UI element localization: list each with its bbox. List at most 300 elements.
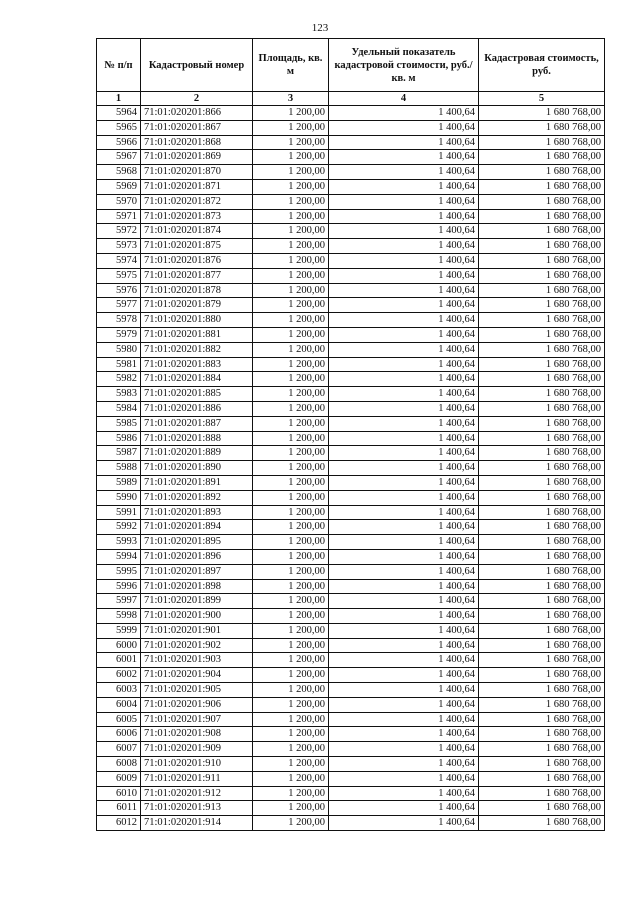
cadastral-number: 71:01:020201:898 [141, 579, 253, 594]
cadastral-number: 71:01:020201:882 [141, 342, 253, 357]
cadastral-value: 1 680 768,00 [479, 401, 605, 416]
specific-value: 1 400,64 [329, 446, 479, 461]
area: 1 200,00 [253, 387, 329, 402]
specific-value: 1 400,64 [329, 727, 479, 742]
cadastral-value: 1 680 768,00 [479, 520, 605, 535]
column-number: 5 [479, 92, 605, 106]
area: 1 200,00 [253, 579, 329, 594]
cadastral-number: 71:01:020201:913 [141, 801, 253, 816]
specific-value: 1 400,64 [329, 712, 479, 727]
cadastral-value: 1 680 768,00 [479, 372, 605, 387]
area: 1 200,00 [253, 771, 329, 786]
area: 1 200,00 [253, 179, 329, 194]
row-index: 5989 [97, 475, 141, 490]
cadastral-value: 1 680 768,00 [479, 120, 605, 135]
cadastral-number: 71:01:020201:879 [141, 298, 253, 313]
table-row [97, 520, 605, 535]
row-index: 5990 [97, 490, 141, 505]
specific-value: 1 400,64 [329, 771, 479, 786]
area: 1 200,00 [253, 298, 329, 313]
specific-value: 1 400,64 [329, 816, 479, 831]
specific-value: 1 400,64 [329, 357, 479, 372]
cadastral-number: 71:01:020201:914 [141, 816, 253, 831]
cadastral-value: 1 680 768,00 [479, 623, 605, 638]
row-index: 5972 [97, 224, 141, 239]
specific-value: 1 400,64 [329, 520, 479, 535]
cadastral-value: 1 680 768,00 [479, 816, 605, 831]
table-row [97, 357, 605, 372]
cadastral-number: 71:01:020201:866 [141, 106, 253, 121]
column-number: 2 [141, 92, 253, 106]
table-row [97, 801, 605, 816]
table-row [97, 253, 605, 268]
specific-value: 1 400,64 [329, 283, 479, 298]
row-index: 5997 [97, 594, 141, 609]
area: 1 200,00 [253, 490, 329, 505]
cadastral-value: 1 680 768,00 [479, 387, 605, 402]
specific-value: 1 400,64 [329, 490, 479, 505]
table-row [97, 135, 605, 150]
area: 1 200,00 [253, 357, 329, 372]
specific-value: 1 400,64 [329, 209, 479, 224]
specific-value: 1 400,64 [329, 416, 479, 431]
specific-value: 1 400,64 [329, 461, 479, 476]
cadastral-value: 1 680 768,00 [479, 179, 605, 194]
area: 1 200,00 [253, 638, 329, 653]
table-row [97, 401, 605, 416]
table-row [97, 268, 605, 283]
area: 1 200,00 [253, 313, 329, 328]
table-row [97, 431, 605, 446]
cadastral-number: 71:01:020201:900 [141, 609, 253, 624]
area: 1 200,00 [253, 120, 329, 135]
table-body [97, 106, 605, 831]
row-index: 5977 [97, 298, 141, 313]
cadastral-number: 71:01:020201:899 [141, 594, 253, 609]
specific-value: 1 400,64 [329, 609, 479, 624]
table-row [97, 446, 605, 461]
area: 1 200,00 [253, 342, 329, 357]
specific-value: 1 400,64 [329, 535, 479, 550]
cadastral-value: 1 680 768,00 [479, 609, 605, 624]
table-row [97, 771, 605, 786]
table-row [97, 712, 605, 727]
page-number: 123 [311, 22, 329, 34]
row-index: 5982 [97, 372, 141, 387]
row-index: 5991 [97, 505, 141, 520]
cadastral-number: 71:01:020201:874 [141, 224, 253, 239]
row-index: 5974 [97, 253, 141, 268]
specific-value: 1 400,64 [329, 579, 479, 594]
area: 1 200,00 [253, 564, 329, 579]
cadastral-value: 1 680 768,00 [479, 224, 605, 239]
specific-value: 1 400,64 [329, 742, 479, 757]
cadastral-number: 71:01:020201:883 [141, 357, 253, 372]
table-row [97, 194, 605, 209]
table-row [97, 179, 605, 194]
table-row [97, 757, 605, 772]
row-index: 6007 [97, 742, 141, 757]
cadastral-value: 1 680 768,00 [479, 757, 605, 772]
cadastral-value: 1 680 768,00 [479, 594, 605, 609]
specific-value: 1 400,64 [329, 106, 479, 121]
cadastral-number: 71:01:020201:889 [141, 446, 253, 461]
cadastral-value: 1 680 768,00 [479, 342, 605, 357]
table-row [97, 816, 605, 831]
cadastral-table [96, 38, 605, 831]
row-index: 5992 [97, 520, 141, 535]
row-index: 5985 [97, 416, 141, 431]
row-index: 6008 [97, 757, 141, 772]
row-index: 5975 [97, 268, 141, 283]
header-specific-value: Удельный показатель кадастровой стоимости, руб./кв. м [329, 39, 479, 92]
specific-value: 1 400,64 [329, 475, 479, 490]
table-row [97, 342, 605, 357]
row-index: 5976 [97, 283, 141, 298]
cadastral-number: 71:01:020201:877 [141, 268, 253, 283]
cadastral-number: 71:01:020201:880 [141, 313, 253, 328]
row-index: 6009 [97, 771, 141, 786]
area: 1 200,00 [253, 742, 329, 757]
cadastral-value: 1 680 768,00 [479, 771, 605, 786]
row-index: 5988 [97, 461, 141, 476]
specific-value: 1 400,64 [329, 505, 479, 520]
table-row [97, 609, 605, 624]
cadastral-number: 71:01:020201:867 [141, 120, 253, 135]
cadastral-value: 1 680 768,00 [479, 239, 605, 254]
row-index: 5970 [97, 194, 141, 209]
table-row [97, 564, 605, 579]
table-row [97, 461, 605, 476]
area: 1 200,00 [253, 416, 329, 431]
area: 1 200,00 [253, 549, 329, 564]
cadastral-value: 1 680 768,00 [479, 490, 605, 505]
row-index: 5993 [97, 535, 141, 550]
table-row [97, 683, 605, 698]
cadastral-value: 1 680 768,00 [479, 150, 605, 165]
row-index: 6003 [97, 683, 141, 698]
row-index: 6005 [97, 712, 141, 727]
row-index: 5998 [97, 609, 141, 624]
area: 1 200,00 [253, 150, 329, 165]
cadastral-number: 71:01:020201:892 [141, 490, 253, 505]
cadastral-number: 71:01:020201:906 [141, 697, 253, 712]
cadastral-value: 1 680 768,00 [479, 327, 605, 342]
cadastral-value: 1 680 768,00 [479, 357, 605, 372]
cadastral-number: 71:01:020201:907 [141, 712, 253, 727]
cadastral-number: 71:01:020201:870 [141, 165, 253, 180]
specific-value: 1 400,64 [329, 342, 479, 357]
area: 1 200,00 [253, 165, 329, 180]
specific-value: 1 400,64 [329, 623, 479, 638]
cadastral-value: 1 680 768,00 [479, 253, 605, 268]
area: 1 200,00 [253, 461, 329, 476]
cadastral-value: 1 680 768,00 [479, 638, 605, 653]
specific-value: 1 400,64 [329, 564, 479, 579]
cadastral-value: 1 680 768,00 [479, 801, 605, 816]
cadastral-value: 1 680 768,00 [479, 165, 605, 180]
area: 1 200,00 [253, 253, 329, 268]
specific-value: 1 400,64 [329, 401, 479, 416]
specific-value: 1 400,64 [329, 179, 479, 194]
table-row [97, 549, 605, 564]
table-row [97, 742, 605, 757]
cadastral-number: 71:01:020201:903 [141, 653, 253, 668]
cadastral-value: 1 680 768,00 [479, 742, 605, 757]
area: 1 200,00 [253, 475, 329, 490]
cadastral-number: 71:01:020201:897 [141, 564, 253, 579]
area: 1 200,00 [253, 712, 329, 727]
header-area: Площадь, кв. м [253, 39, 329, 92]
specific-value: 1 400,64 [329, 239, 479, 254]
table-row [97, 372, 605, 387]
row-index: 5981 [97, 357, 141, 372]
specific-value: 1 400,64 [329, 653, 479, 668]
area: 1 200,00 [253, 623, 329, 638]
cadastral-value: 1 680 768,00 [479, 135, 605, 150]
area: 1 200,00 [253, 609, 329, 624]
cadastral-value: 1 680 768,00 [479, 786, 605, 801]
cadastral-value: 1 680 768,00 [479, 416, 605, 431]
area: 1 200,00 [253, 283, 329, 298]
cadastral-value: 1 680 768,00 [479, 727, 605, 742]
table-row [97, 209, 605, 224]
cadastral-value: 1 680 768,00 [479, 106, 605, 121]
specific-value: 1 400,64 [329, 150, 479, 165]
cadastral-value: 1 680 768,00 [479, 446, 605, 461]
area: 1 200,00 [253, 727, 329, 742]
row-index: 6012 [97, 816, 141, 831]
area: 1 200,00 [253, 106, 329, 121]
area: 1 200,00 [253, 194, 329, 209]
cadastral-number: 71:01:020201:902 [141, 638, 253, 653]
specific-value: 1 400,64 [329, 594, 479, 609]
area: 1 200,00 [253, 520, 329, 535]
table-row [97, 416, 605, 431]
area: 1 200,00 [253, 401, 329, 416]
table-row [97, 653, 605, 668]
table-row [97, 224, 605, 239]
specific-value: 1 400,64 [329, 372, 479, 387]
cadastral-value: 1 680 768,00 [479, 712, 605, 727]
row-index: 5969 [97, 179, 141, 194]
area: 1 200,00 [253, 683, 329, 698]
area: 1 200,00 [253, 431, 329, 446]
cadastral-value: 1 680 768,00 [479, 268, 605, 283]
row-index: 5973 [97, 239, 141, 254]
table-row [97, 697, 605, 712]
area: 1 200,00 [253, 668, 329, 683]
cadastral-number: 71:01:020201:894 [141, 520, 253, 535]
cadastral-value: 1 680 768,00 [479, 283, 605, 298]
table-row [97, 490, 605, 505]
header-cadastral-value: Кадастровая стоимость, руб. [479, 39, 605, 92]
specific-value: 1 400,64 [329, 120, 479, 135]
cadastral-number: 71:01:020201:896 [141, 549, 253, 564]
table-row [97, 150, 605, 165]
specific-value: 1 400,64 [329, 638, 479, 653]
column-number: 1 [97, 92, 141, 106]
cadastral-number: 71:01:020201:881 [141, 327, 253, 342]
cadastral-value: 1 680 768,00 [479, 668, 605, 683]
specific-value: 1 400,64 [329, 668, 479, 683]
cadastral-number: 71:01:020201:911 [141, 771, 253, 786]
table-row [97, 298, 605, 313]
cadastral-number: 71:01:020201:884 [141, 372, 253, 387]
cadastral-value: 1 680 768,00 [479, 683, 605, 698]
cadastral-value: 1 680 768,00 [479, 579, 605, 594]
table-row [97, 727, 605, 742]
table-row [97, 475, 605, 490]
table-row [97, 239, 605, 254]
specific-value: 1 400,64 [329, 387, 479, 402]
cadastral-number: 71:01:020201:895 [141, 535, 253, 550]
area: 1 200,00 [253, 327, 329, 342]
cadastral-value: 1 680 768,00 [479, 475, 605, 490]
cadastral-number: 71:01:020201:905 [141, 683, 253, 698]
area: 1 200,00 [253, 209, 329, 224]
cadastral-value: 1 680 768,00 [479, 505, 605, 520]
specific-value: 1 400,64 [329, 268, 479, 283]
table-row [97, 283, 605, 298]
area: 1 200,00 [253, 535, 329, 550]
row-index: 5994 [97, 549, 141, 564]
specific-value: 1 400,64 [329, 298, 479, 313]
table-row [97, 327, 605, 342]
area: 1 200,00 [253, 224, 329, 239]
row-index: 5966 [97, 135, 141, 150]
row-index: 5986 [97, 431, 141, 446]
specific-value: 1 400,64 [329, 224, 479, 239]
area: 1 200,00 [253, 372, 329, 387]
specific-value: 1 400,64 [329, 683, 479, 698]
header-index: № п/п [97, 39, 141, 92]
table-row [97, 579, 605, 594]
cadastral-number: 71:01:020201:872 [141, 194, 253, 209]
cadastral-number: 71:01:020201:868 [141, 135, 253, 150]
cadastral-value: 1 680 768,00 [479, 697, 605, 712]
row-index: 5964 [97, 106, 141, 121]
area: 1 200,00 [253, 801, 329, 816]
cadastral-number: 71:01:020201:888 [141, 431, 253, 446]
row-index: 5984 [97, 401, 141, 416]
row-index: 5979 [97, 327, 141, 342]
cadastral-number: 71:01:020201:885 [141, 387, 253, 402]
area: 1 200,00 [253, 446, 329, 461]
cadastral-number: 71:01:020201:886 [141, 401, 253, 416]
specific-value: 1 400,64 [329, 801, 479, 816]
cadastral-value: 1 680 768,00 [479, 653, 605, 668]
area: 1 200,00 [253, 653, 329, 668]
row-index: 6002 [97, 668, 141, 683]
cadastral-number: 71:01:020201:912 [141, 786, 253, 801]
cadastral-value: 1 680 768,00 [479, 461, 605, 476]
cadastral-number: 71:01:020201:904 [141, 668, 253, 683]
cadastral-value: 1 680 768,00 [479, 535, 605, 550]
table-row [97, 535, 605, 550]
area: 1 200,00 [253, 268, 329, 283]
table-row [97, 313, 605, 328]
cadastral-number: 71:01:020201:887 [141, 416, 253, 431]
row-index: 5995 [97, 564, 141, 579]
row-index: 5999 [97, 623, 141, 638]
specific-value: 1 400,64 [329, 431, 479, 446]
table-row [97, 786, 605, 801]
row-index: 6000 [97, 638, 141, 653]
table-row [97, 668, 605, 683]
table-row [97, 387, 605, 402]
specific-value: 1 400,64 [329, 786, 479, 801]
area: 1 200,00 [253, 239, 329, 254]
specific-value: 1 400,64 [329, 194, 479, 209]
cadastral-number: 71:01:020201:890 [141, 461, 253, 476]
area: 1 200,00 [253, 697, 329, 712]
column-number: 3 [253, 92, 329, 106]
row-index: 6004 [97, 697, 141, 712]
area: 1 200,00 [253, 816, 329, 831]
table-header [97, 39, 605, 106]
table-row [97, 594, 605, 609]
header-cadastral-number: Кадастровый номер [141, 39, 253, 92]
area: 1 200,00 [253, 594, 329, 609]
specific-value: 1 400,64 [329, 549, 479, 564]
cadastral-number: 71:01:020201:909 [141, 742, 253, 757]
cadastral-value: 1 680 768,00 [479, 194, 605, 209]
row-index: 6006 [97, 727, 141, 742]
row-index: 5983 [97, 387, 141, 402]
row-index: 5967 [97, 150, 141, 165]
table-row [97, 505, 605, 520]
cadastral-value: 1 680 768,00 [479, 549, 605, 564]
cadastral-number: 71:01:020201:901 [141, 623, 253, 638]
column-number-row [97, 92, 605, 106]
cadastral-value: 1 680 768,00 [479, 298, 605, 313]
cadastral-value: 1 680 768,00 [479, 564, 605, 579]
cadastral-number: 71:01:020201:871 [141, 179, 253, 194]
cadastral-number: 71:01:020201:876 [141, 253, 253, 268]
area: 1 200,00 [253, 505, 329, 520]
cadastral-number: 71:01:020201:873 [141, 209, 253, 224]
table-row [97, 106, 605, 121]
row-index: 6001 [97, 653, 141, 668]
cadastral-number: 71:01:020201:869 [141, 150, 253, 165]
row-index: 5996 [97, 579, 141, 594]
cadastral-value: 1 680 768,00 [479, 313, 605, 328]
specific-value: 1 400,64 [329, 327, 479, 342]
specific-value: 1 400,64 [329, 135, 479, 150]
cadastral-number: 71:01:020201:878 [141, 283, 253, 298]
row-index: 5968 [97, 165, 141, 180]
specific-value: 1 400,64 [329, 313, 479, 328]
table-row [97, 638, 605, 653]
row-index: 5971 [97, 209, 141, 224]
table-row [97, 120, 605, 135]
cadastral-number: 71:01:020201:910 [141, 757, 253, 772]
area: 1 200,00 [253, 757, 329, 772]
area: 1 200,00 [253, 135, 329, 150]
cadastral-number: 71:01:020201:875 [141, 239, 253, 254]
specific-value: 1 400,64 [329, 757, 479, 772]
specific-value: 1 400,64 [329, 165, 479, 180]
row-index: 5980 [97, 342, 141, 357]
row-index: 6010 [97, 786, 141, 801]
cadastral-number: 71:01:020201:893 [141, 505, 253, 520]
cadastral-value: 1 680 768,00 [479, 209, 605, 224]
row-index: 6011 [97, 801, 141, 816]
area: 1 200,00 [253, 786, 329, 801]
row-index: 5965 [97, 120, 141, 135]
column-number: 4 [329, 92, 479, 106]
